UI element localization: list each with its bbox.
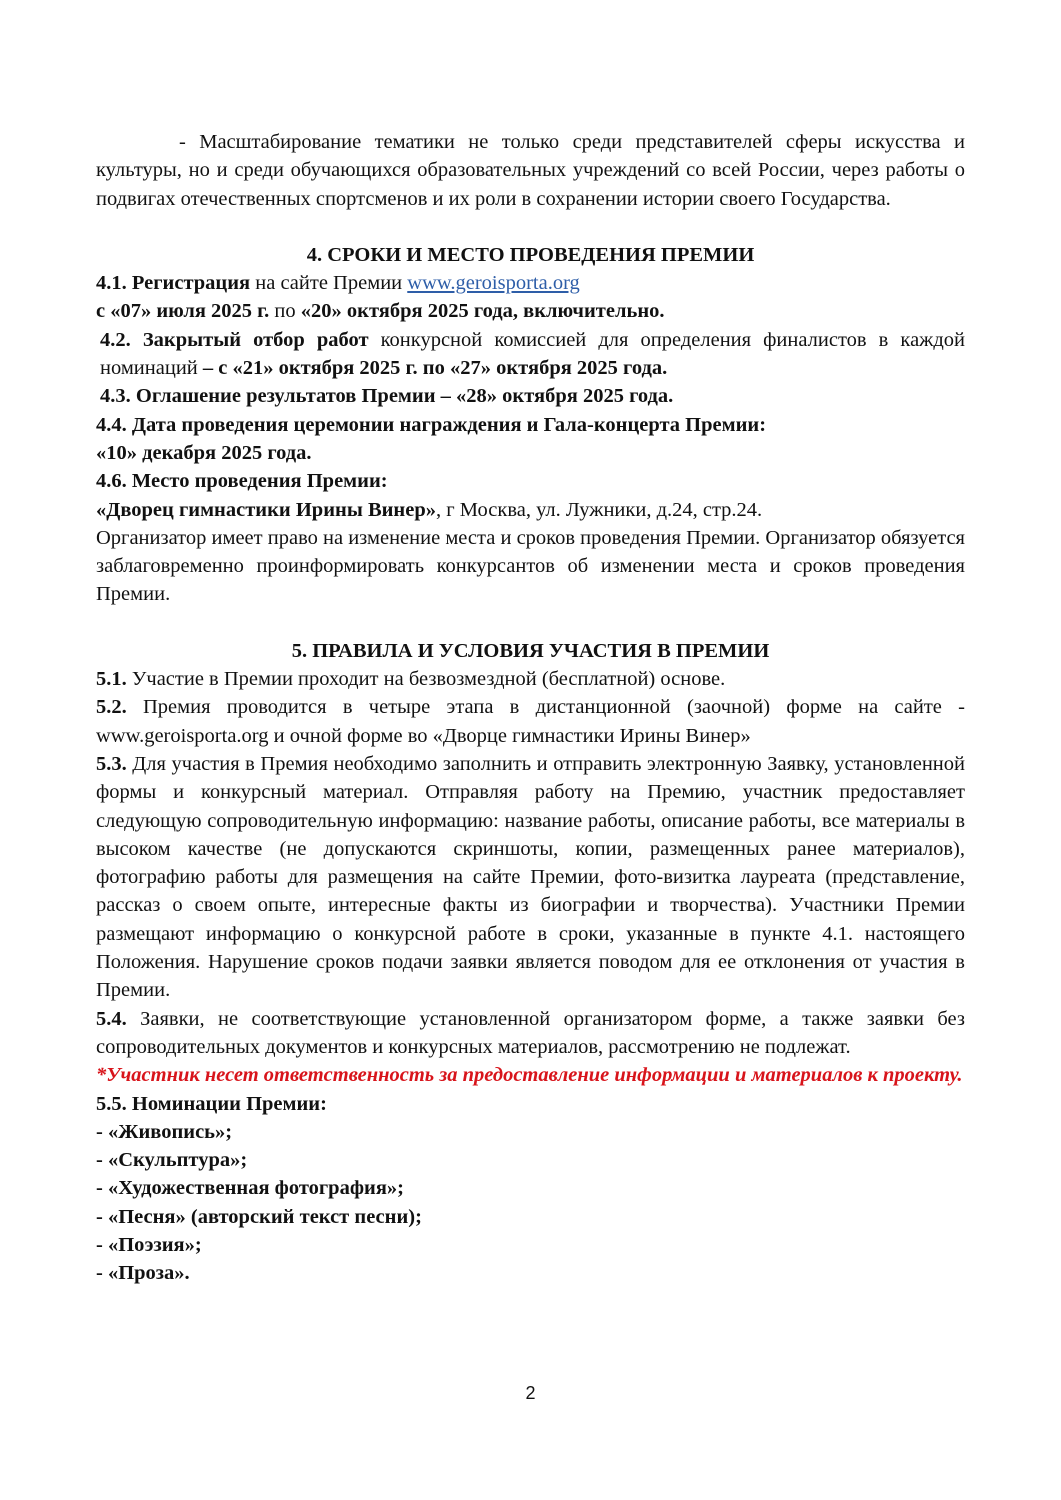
clause-5-3-text: Для участия в Премия необходимо заполнить и отправить электронную Заявку, установленной формы и конкурсный материал. Отправляя работу на Премию, участник предоставляет следующую сопроводительную информацию: название работы, описание работы, все материалы в высоком качестве (не допускаются скриншоты, копии, размещенных ранее материалов), фотографию работы для размещения на сайте Премии, фото-визитка лауреата (представление, рассказ о своем опыте, интересные факты из биографии и творчества). Участники Премии размещают информацию о конкурсной работе в сроки, указанные в пункте 4.1. настоящего Положения. Нарушение сроков подачи заявки является поводом для ее отклонения от участия в Премии. xyxy=(96,752,965,1002)
clause-5-3 xyxy=(96,750,965,1005)
document-page xyxy=(96,128,965,1288)
clause-5-1-text: Участие в Премии проходит на безвозмездной (бесплатной) основе. xyxy=(126,668,726,691)
clause-5-2 xyxy=(96,693,965,750)
nomination-item: - «Живопись»; xyxy=(96,1120,233,1143)
nomination-item: - «Скульптура»; xyxy=(96,1149,248,1172)
section-5-heading: 5. ПРАВИЛА И УСЛОВИЯ УЧАСТИЯ В ПРЕМИИ xyxy=(291,639,770,662)
page-number: 2 xyxy=(525,1383,536,1403)
nominations-title: 5.5. Номинации Премии: xyxy=(96,1092,327,1115)
organizer-note: Организатор имеет право на изменение места и сроков проведения Премии. Организатор обязуется заблаговременно проинформировать конкурсантов об изменении места и сроков проведения Премии. xyxy=(96,526,965,606)
clause-4-2-dates: – с «21» октября 2025 г. по «27» октября 2025 года. xyxy=(202,357,668,380)
clause-4-4-date: «10» декабря 2025 года. xyxy=(96,441,312,464)
intro-paragraph: - Масштабирование тематики не только среди представителей сферы искусства и культуры, но и среди обучающихся образовательных учреждений со всей России, через работы о подвигах отечественных спортсменов и их роли в сохранении истории своего Государства. xyxy=(96,131,965,210)
clause-5-4-label: 5.4. xyxy=(96,1007,127,1030)
clause-4-1 xyxy=(96,269,965,297)
clause-4-2-label: 4.2. Закрытый отбор работ xyxy=(100,328,369,351)
clause-5-4-text: Заявки, не соответствующие установленной организатором форме, а также заявки без сопроводительных документов и конкурсных материалов, рассмотрению не подлежат. xyxy=(96,1007,965,1058)
clause-5-2-text: Премия проводится в четыре этапа в дистанционной (заочной) форме на сайте - www.geroisporta.org и очной форме во «Дворце гимнастики Ирины Винер» xyxy=(96,696,965,747)
clause-4-1-label: 4.1. Регистрация xyxy=(96,272,251,295)
nomination-item: - «Проза». xyxy=(96,1262,190,1285)
clause-4-4-title: 4.4. Дата проведения церемонии награждения и Гала-концерта Премии: xyxy=(96,413,767,436)
clause-4-3: 4.3. Оглашение результатов Премии – «28» октября 2025 года. xyxy=(100,385,674,408)
nomination-item: - «Песня» (авторский текст песни); xyxy=(96,1205,422,1228)
nomination-item: - «Поэзия»; xyxy=(96,1233,202,1256)
clause-4-2-text: конкурсной комиссией для определения финалистов в каждой номинаций xyxy=(100,328,965,380)
registration-start: с «07» июля 2025 г. xyxy=(96,300,270,323)
clause-4-1-text: на сайте Премии xyxy=(250,272,408,295)
venue-name: «Дворец гимнастики Ирины Винер» xyxy=(96,498,436,521)
clause-5-1 xyxy=(96,665,965,693)
clause-4-6-venue xyxy=(96,496,965,524)
registration-end: «20» октября 2025 года, включительно. xyxy=(300,300,665,323)
section-4-heading: 4. СРОКИ И МЕСТО ПРОВЕДЕНИЯ ПРЕМИИ xyxy=(306,243,755,266)
clause-5-1-label: 5.1. xyxy=(96,668,127,691)
clause-4-1-dates xyxy=(96,297,965,325)
venue-address: , г Москва, ул. Лужники, д.24, стр.24. xyxy=(436,498,763,521)
clause-4-6-title: 4.6. Место проведения Премии: xyxy=(96,470,388,493)
website-link[interactable]: www.geroisporta.org xyxy=(407,272,580,295)
nominations-list xyxy=(96,1118,965,1288)
nomination-item: - «Художественная фотография»; xyxy=(96,1177,405,1200)
clause-5-2-label: 5.2. xyxy=(96,696,127,719)
clause-5-4 xyxy=(96,1005,965,1062)
clause-4-2 xyxy=(96,326,965,383)
responsibility-warning: *Участник несет ответственность за предоставление информации и материалов к проекту. xyxy=(96,1064,963,1087)
clause-5-3-label: 5.3. xyxy=(96,752,127,775)
registration-sep: по xyxy=(269,300,301,323)
